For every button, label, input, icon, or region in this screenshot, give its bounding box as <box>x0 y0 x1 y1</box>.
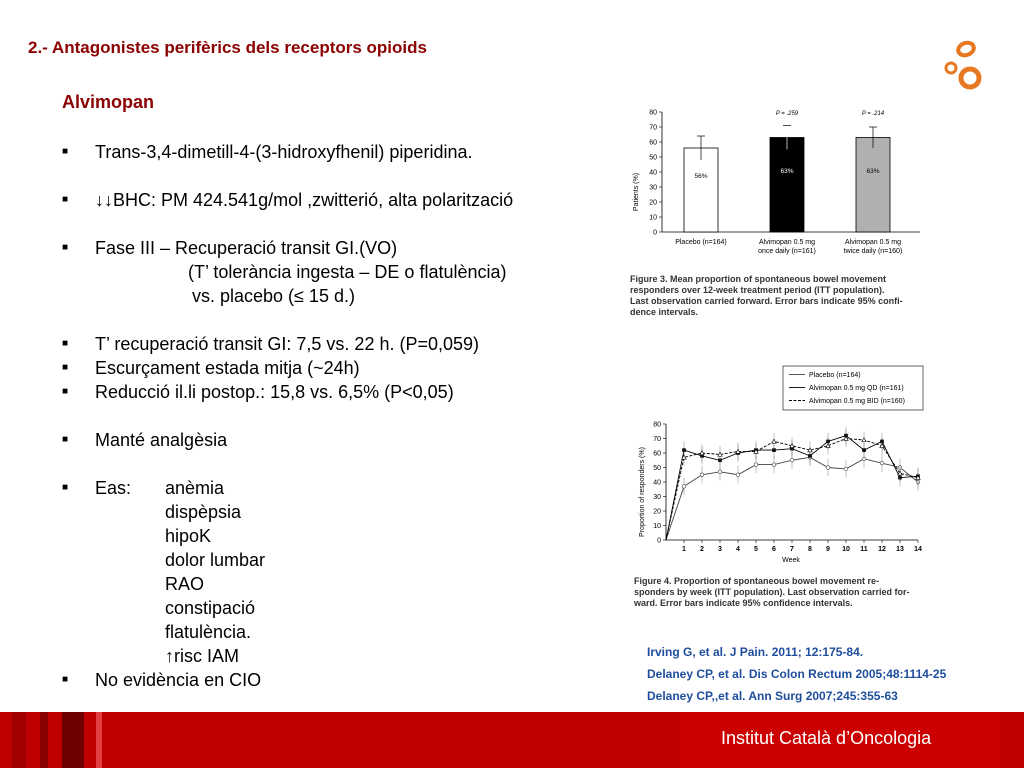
fig4-point <box>880 461 884 465</box>
fig4-point <box>844 467 848 471</box>
references <box>647 641 946 707</box>
fig4-x-tick-label: 14 <box>914 546 922 553</box>
fig3-bar <box>770 138 804 233</box>
fig3-y-tick-label: 40 <box>649 169 657 177</box>
fig3-y-tick-label: 30 <box>649 184 657 192</box>
fig4-ylabel: Proportion of responders (%) <box>639 447 646 537</box>
fig4-point <box>682 485 686 489</box>
fig4-y-tick-label: 50 <box>653 465 661 472</box>
fig4-x-tick-label: 10 <box>842 546 850 553</box>
fig4-x-tick-label: 8 <box>808 546 812 553</box>
fig3-y-tick-label: 0 <box>653 229 657 237</box>
fig3-y-tick-label: 70 <box>649 124 657 132</box>
fig3-x-label: twice daily (n=160) <box>843 248 903 255</box>
fig3-x-label: Alvimopan 0.5 mg <box>844 239 902 246</box>
footer-stripe <box>62 712 84 768</box>
fig3-y-tick-label: 20 <box>649 199 657 207</box>
fig4-x-tick-label: 9 <box>826 546 830 553</box>
fig4-x-tick-label: 12 <box>878 546 886 553</box>
institution-name: Institut Català d’Oncologia <box>721 728 932 748</box>
fig3-bar <box>856 138 890 233</box>
fig4-point <box>700 473 704 477</box>
fig3-y-tick-label: 10 <box>649 214 657 222</box>
bullet-square-icon: ■ <box>62 674 69 685</box>
figure4-caption: Figure 4. Proportion of spontaneous bowel movement re- sponders by week (ITT population). Last observation carried for- ward. Error bars indicate 95% confidence intervals. <box>634 576 910 608</box>
drug-name-heading: Alvimopan <box>62 92 155 112</box>
fig4-x-tick-label: 2 <box>700 546 704 553</box>
bullet-square-icon: ■ <box>62 242 69 253</box>
fig3-x-label: once daily (n=161) <box>758 248 816 255</box>
fig4-x-tick-label: 3 <box>718 546 722 553</box>
figure4-line-chart <box>628 362 928 574</box>
fig3-bar-label: 56% <box>694 173 708 180</box>
fig3-ylabel: Patients (%) <box>633 172 640 212</box>
bullet-square-icon: ■ <box>62 386 69 397</box>
fig4-x-tick-label: 4 <box>736 546 740 553</box>
fig4-point <box>772 463 776 467</box>
bullet-square-icon: ■ <box>62 434 69 445</box>
footer-stripe <box>12 712 26 768</box>
fig4-y-tick-label: 20 <box>653 508 661 516</box>
fig4-point <box>754 463 758 467</box>
footer-stripe <box>96 712 102 768</box>
fig4-y-tick-label: 30 <box>653 494 661 501</box>
fig4-x-tick-label: 5 <box>754 546 758 553</box>
fig4-x-tick-label: 6 <box>772 546 776 553</box>
fig4-x-tick-label: 7 <box>790 546 794 553</box>
fig4-x-tick-label: 13 <box>896 546 904 553</box>
fig4-xlabel: Week <box>782 557 800 564</box>
figure3-caption: Figure 3. Mean proportion of spontaneous bowel movement responders over 12-week treatment period (ITT population). Last observation carried forward. Error bars indicate 95% confi- dence intervals. <box>630 274 903 317</box>
fig4-legend-label: Placebo (n=164) <box>809 372 861 379</box>
fig4-y-tick-label: 10 <box>653 523 661 530</box>
fig4-point <box>790 458 794 462</box>
bullet-square-icon: ■ <box>62 482 69 493</box>
reference-item: Delaney CP, et al. Dis Colon Rectum 2005;48:1114-25 <box>647 667 947 681</box>
reference-item: Irving G, et al. J Pain. 2011; 12:175-84. <box>647 645 864 659</box>
fig4-y-tick-label: 0 <box>657 537 661 545</box>
footer-stripe <box>40 712 48 768</box>
fig4-point <box>772 439 776 443</box>
fig4-legend-label: Alvimopan 0.5 mg BID (n=160) <box>809 398 905 405</box>
fig3-pvalue: P = .259 <box>775 111 799 117</box>
fig3-x-label: Placebo (n=164) <box>675 239 727 246</box>
fig4-legend-label: Alvimopan 0.5 mg QD (n=161) <box>809 385 904 392</box>
bullet-square-icon: ■ <box>62 362 69 373</box>
fig4-y-tick-label: 40 <box>653 479 661 487</box>
fig4-point <box>862 438 866 442</box>
fig4-series-line <box>666 457 918 540</box>
fig4-y-tick-label: 80 <box>653 421 661 429</box>
fig4-x-tick-label: 11 <box>860 546 868 553</box>
bullet-square-icon: ■ <box>62 338 69 349</box>
fig3-bar-label: 63% <box>866 167 880 175</box>
fig3-bar <box>684 148 718 232</box>
fig4-y-tick-label: 70 <box>653 436 661 443</box>
fig4-point <box>736 473 740 477</box>
fig3-x-label: Alvimopan 0.5 mg <box>758 239 816 246</box>
fig4-point <box>862 448 866 452</box>
fig4-point <box>718 470 722 474</box>
fig4-x-tick-label: 1 <box>682 546 686 553</box>
fig4-y-tick-label: 60 <box>653 450 661 458</box>
fig3-pvalue: P = .214 <box>861 111 885 117</box>
fig3-y-tick-label: 50 <box>649 154 657 162</box>
bullet-square-icon: ■ <box>62 194 69 205</box>
ico-logo-icon <box>940 40 986 96</box>
slide-title: 2.- Antagonistes perifèrics dels receptors opioids <box>28 38 427 57</box>
figure3-bar-chart <box>628 102 928 270</box>
fig3-y-tick-label: 60 <box>649 139 657 147</box>
fig4-point <box>826 466 830 470</box>
bullet-square-icon: ■ <box>62 146 69 157</box>
fig3-bar-label: 63% <box>780 167 794 175</box>
reference-item: Delaney CP,,et al. Ann Surg 2007;245:355-63 <box>647 689 898 703</box>
fig3-y-tick-label: 80 <box>649 109 657 117</box>
